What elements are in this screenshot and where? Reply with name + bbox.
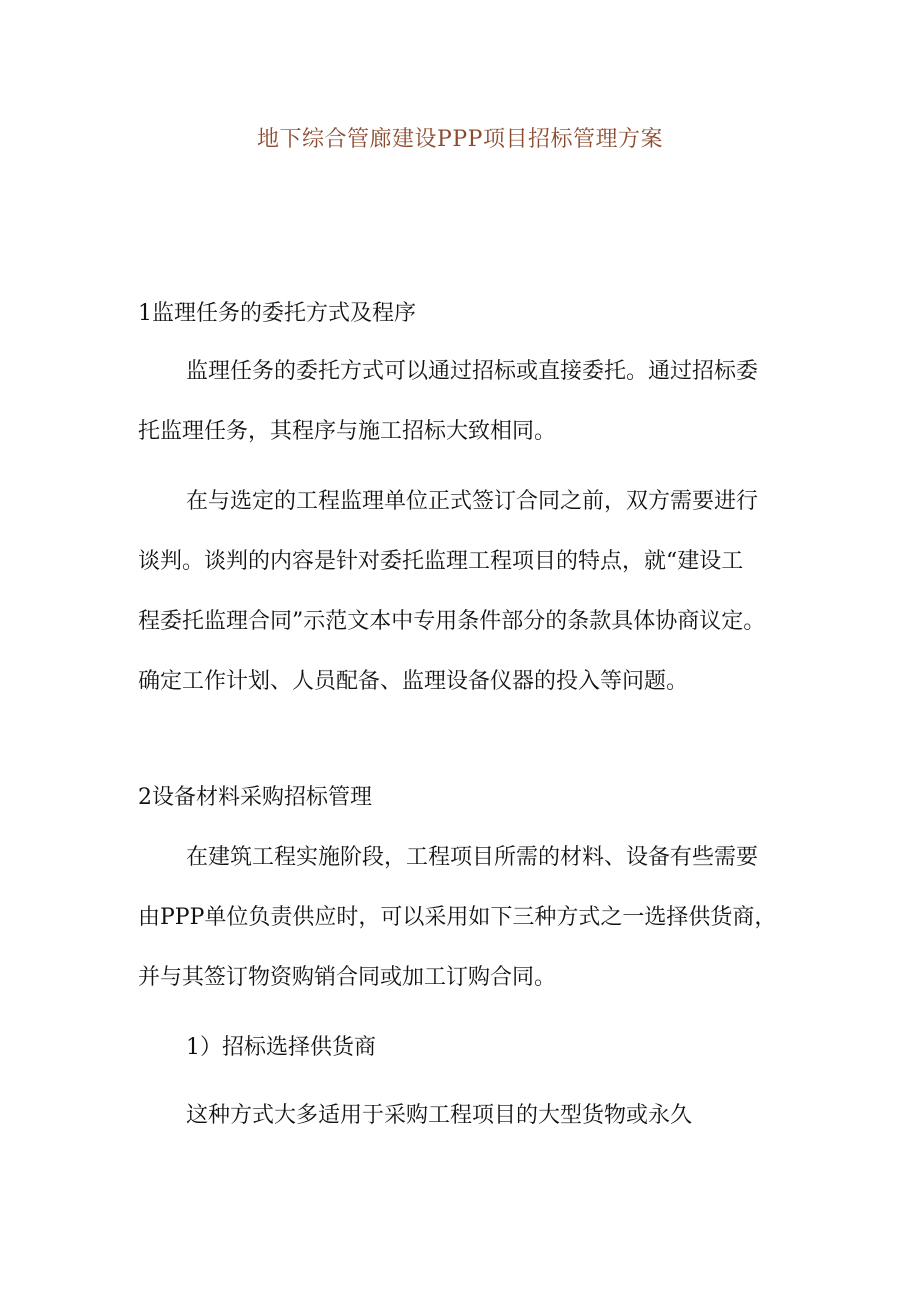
- paragraph-line: 在与选定的工程监理单位正式签订合同之前，双方需要进行: [186, 489, 759, 514]
- section-heading-text: 1监理任务的委托方式及程序: [138, 301, 416, 326]
- section-2-paragraph-3: [138, 1100, 788, 1132]
- paragraph-line: 托监理任务，其程序与施工招标大致相同。: [138, 419, 557, 444]
- section-1-paragraph-1: [138, 356, 788, 448]
- section-1-paragraph-2: [138, 486, 788, 698]
- section-2-list-item-1: [138, 1032, 788, 1064]
- section-heading-text: 2设备材料采购招标管理: [138, 785, 372, 810]
- paragraph-line: 并与其签订物资购销合同或加工订购合同。: [138, 965, 557, 990]
- section-heading-2: [138, 782, 788, 814]
- paragraph-line: 由PPP单位负责供应时，可以采用如下三种方式之一选择供货商，: [138, 905, 777, 930]
- paragraph-line: 这种方式大多适用于采购工程项目的大型货物或永久: [186, 1103, 693, 1128]
- paragraph-line: 谈判。谈判的内容是针对委托监理工程项目的特点，就“建设工: [138, 549, 744, 574]
- paragraph-line: 程委托监理合同”示范文本中专用条件部分的条款具体协商议定。: [138, 609, 766, 634]
- paragraph-line: 在建筑工程实施阶段，工程项目所需的材料、设备有些需要: [186, 845, 759, 870]
- paragraph-line: 确定工作计划、人员配备、监理设备仪器的投入等问题。: [138, 669, 689, 694]
- paragraph-line: 监理任务的委托方式可以通过招标或直接委托。通过招标委: [186, 359, 759, 384]
- document-title: 地下综合管廊建设PPP项目招标管理方案: [257, 127, 663, 152]
- list-item-text: 1）招标选择供货商: [186, 1035, 376, 1060]
- section-2-paragraph-1: [138, 842, 788, 994]
- section-heading-1: [138, 298, 788, 330]
